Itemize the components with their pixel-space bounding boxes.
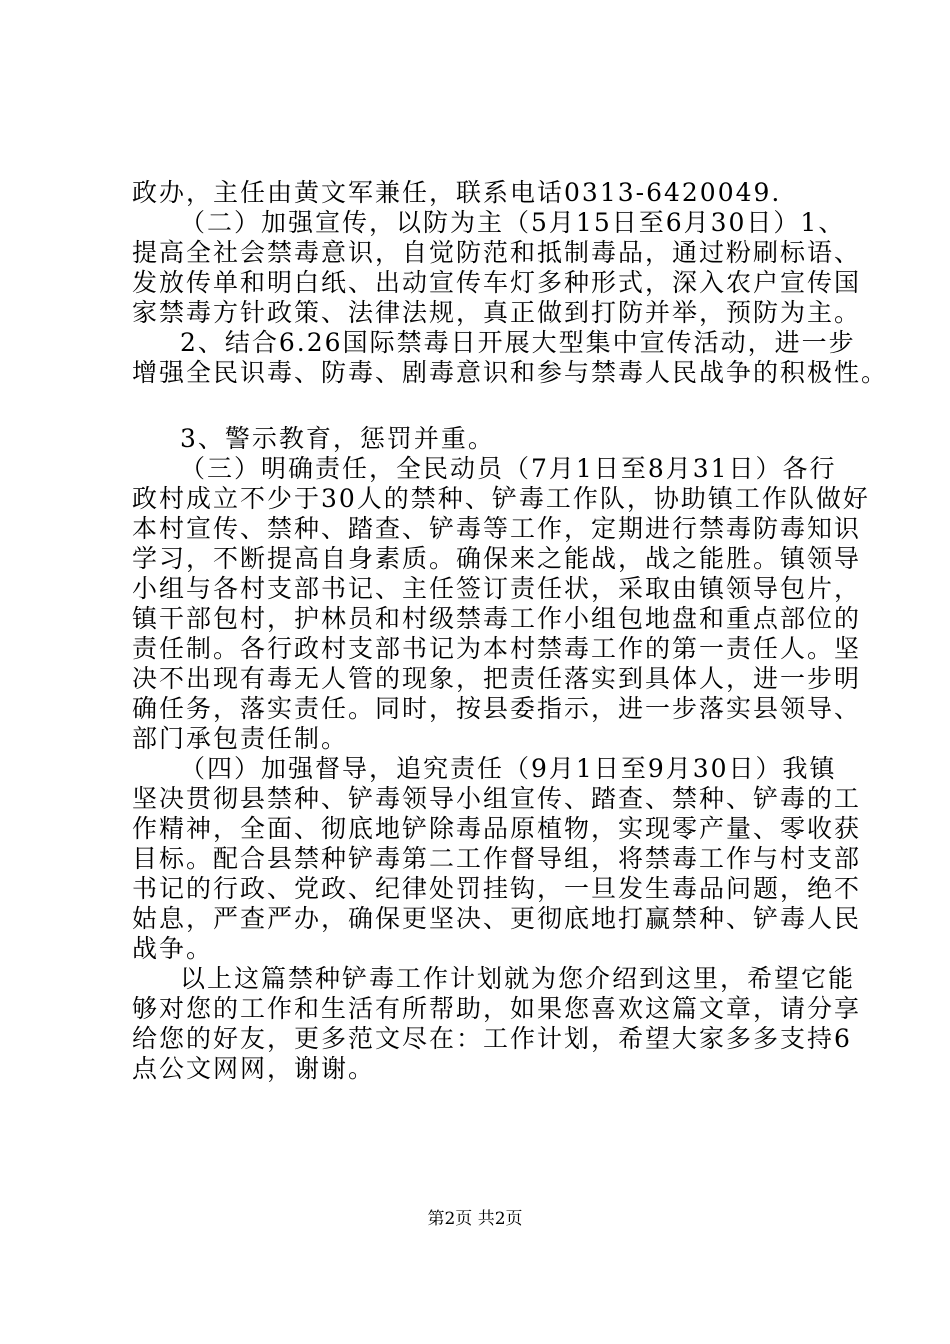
section-heading-line: （四）加强督导，追究责任（9月1日至9月30日）我镇	[180, 754, 837, 783]
text-line: 书记的行政、党政、纪律处罚挂钩，一旦发生毒品问题，绝不	[132, 874, 862, 903]
text-line: 给您的好友，更多范文尽在：工作计划，希望大家多多支持6	[132, 1024, 852, 1053]
text-line: 政办，主任由黄文军兼任，联系电话0313-6420049.	[132, 178, 782, 207]
text-line: 镇干部包村，护林员和村级禁毒工作小组包地盘和重点部位的	[132, 604, 862, 633]
page-number-footer: 第2页 共2页	[427, 1209, 523, 1229]
text-line: 决不出现有毒无人管的现象，把责任落实到具体人，进一步明	[132, 664, 862, 693]
text-line: 增强全民识毒、防毒、剧毒意识和参与禁毒人民战争的积极性。	[132, 358, 889, 387]
text-line: 战争。	[132, 934, 214, 963]
text-line: 部门承包责任制。	[132, 724, 349, 753]
closing-paragraph-line: 以上这篇禁种铲毒工作计划就为您介绍到这里，希望它能	[180, 964, 856, 993]
section-heading-line: （二）加强宣传，以防为主（5月15日至6月30日）1、	[180, 208, 846, 237]
text-line: 本村宣传、禁种、踏查、铲毒等工作，定期进行禁毒防毒知识	[132, 514, 862, 543]
text-line: 姑息，严查严办，确保更坚决、更彻底地打赢禁种、铲毒人民	[132, 904, 862, 933]
text-line: 提高全社会禁毒意识，自觉防范和抵制毒品，通过粉刷标语、	[132, 238, 862, 267]
text-line: 作精神，全面、彻底地铲除毒品原植物，实现零产量、零收获	[132, 814, 862, 843]
text-line: 2、结合6.26国际禁毒日开展大型集中宣传活动，进一步	[180, 328, 856, 357]
text-line: 3、警示教育，惩罚并重。	[180, 424, 495, 453]
section-heading-line: （三）明确责任，全民动员（7月1日至8月31日）各行	[180, 454, 837, 483]
text-line: 学习，不断提高自身素质。确保来之能战，战之能胜。镇领导	[132, 544, 862, 573]
text-line: 目标。配合县禁种铲毒第二工作督导组，将禁毒工作与村支部	[132, 844, 862, 873]
text-line: 责任制。各行政村支部书记为本村禁毒工作的第一责任人。坚	[132, 634, 862, 663]
text-line: 坚决贯彻县禁种、铲毒领导小组宣传、踏查、禁种、铲毒的工	[132, 784, 862, 813]
text-line: 确任务，落实责任。同时，按县委指示，进一步落实县领导、	[132, 694, 862, 723]
text-line: 够对您的工作和生活有所帮助，如果您喜欢这篇文章，请分享	[132, 994, 862, 1023]
text-line: 小组与各村支部书记、主任签订责任状，采取由镇领导包片，	[132, 574, 862, 603]
text-line: 点公文网网，谢谢。	[132, 1054, 376, 1083]
text-line: 家禁毒方针政策、法律法规，真正做到打防并举，预防为主。	[132, 298, 862, 327]
text-line: 政村成立不少于30人的禁种、铲毒工作队，协助镇工作队做好	[132, 484, 870, 513]
text-line: 发放传单和明白纸、出动宣传车灯多种形式，深入农户宣传国	[132, 268, 862, 297]
